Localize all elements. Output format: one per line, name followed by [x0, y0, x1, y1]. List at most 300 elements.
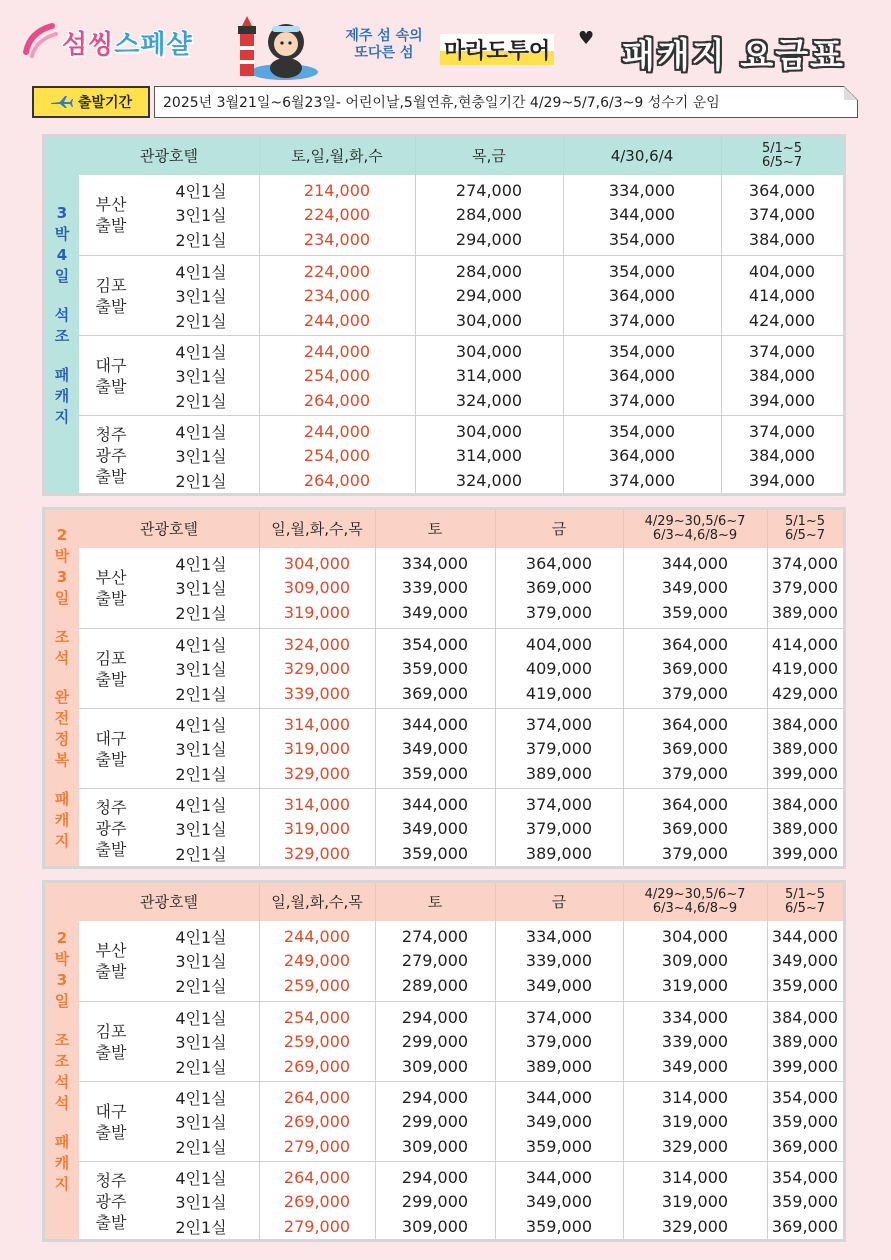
price-cell: 264,000 [283, 1087, 351, 1107]
price-cell: 374,000 [608, 310, 676, 330]
price-cell: 314,000 [661, 1167, 729, 1187]
package-name-char: 조 [54, 326, 70, 345]
package-name-char: 캐 [54, 386, 70, 405]
price-cell: 384,000 [771, 1007, 839, 1027]
price-cell: 384,000 [771, 794, 839, 814]
price-cell: 374,000 [748, 421, 816, 441]
price-cell: 279,000 [283, 1136, 351, 1156]
price-cell: 309,000 [283, 578, 351, 598]
header-hotel-type: 관광호텔 [140, 520, 198, 538]
table-row [79, 1030, 843, 1055]
departure-city-block [79, 548, 843, 628]
price-cell: 349,000 [401, 739, 469, 759]
room-type-cell: 4인1실 [175, 635, 227, 655]
departure-city-block [79, 1001, 843, 1081]
price-cell: 384,000 [771, 714, 839, 734]
room-type-cell: 3인1실 [175, 287, 227, 307]
price-cell: 249,000 [283, 951, 351, 971]
package-name-char: 복 [54, 750, 70, 769]
package-name-char: 3 [56, 203, 68, 222]
price-cell: 369,000 [771, 1136, 839, 1156]
price-cell: 429,000 [771, 683, 839, 703]
room-type-cell: 4인1실 [175, 1088, 227, 1108]
table-row [79, 1214, 843, 1239]
price-cell: 344,000 [608, 205, 676, 225]
price-cell: 359,000 [661, 602, 729, 622]
price-cell: 389,000 [525, 1056, 593, 1076]
price-cell: 304,000 [283, 553, 351, 573]
price-cell: 304,000 [455, 421, 523, 441]
table-row [79, 364, 843, 389]
price-cell: 284,000 [455, 205, 523, 225]
room-type-cell: 3인1실 [175, 1113, 227, 1133]
header-period: 일,월,화,수,목 [271, 520, 363, 538]
table-row [79, 551, 843, 576]
departure-city-label: 청주 광주 출발 [95, 425, 127, 486]
price-cell: 389,000 [525, 843, 593, 863]
price-cell: 279,000 [401, 951, 469, 971]
price-cell: 319,000 [661, 975, 729, 995]
room-type-cell: 2인1실 [175, 684, 227, 704]
table-row [79, 761, 843, 786]
price-cell: 269,000 [283, 1056, 351, 1076]
price-cell: 339,000 [283, 683, 351, 703]
price-cell: 379,000 [661, 683, 729, 703]
table-row [79, 339, 843, 364]
price-cell: 364,000 [608, 366, 676, 386]
price-cell: 329,000 [661, 1136, 729, 1156]
table-row [79, 1054, 843, 1079]
departure-period-text: 2025년 3월21일~6월23일- 어린이날,5월연휴,현충일기간 4/29~5/7,6/3~9 성수기 운임 [154, 86, 858, 118]
table-row [79, 468, 843, 493]
price-cell: 374,000 [771, 553, 839, 573]
table-row [79, 1190, 843, 1215]
package-name-char: 일 [54, 588, 70, 607]
room-type-cell: 4인1실 [175, 1008, 227, 1028]
departure-city-label: 대구 출발 [95, 1101, 127, 1142]
price-cell: 234,000 [303, 286, 371, 306]
price-cell: 394,000 [748, 470, 816, 490]
room-type-cell: 2인1실 [175, 471, 227, 491]
price-cell: 374,000 [608, 470, 676, 490]
room-type-cell: 2인1실 [175, 1137, 227, 1157]
tour-name: 마라도투어 [440, 34, 554, 65]
package-name-char: 박 [54, 949, 70, 968]
price-cell: 309,000 [401, 1216, 469, 1236]
price-cell: 409,000 [525, 659, 593, 679]
price-cell: 344,000 [401, 794, 469, 814]
price-cell: 399,000 [771, 763, 839, 783]
price-cell: 399,000 [771, 1056, 839, 1076]
price-cell: 309,000 [401, 1056, 469, 1076]
price-cell: 349,000 [525, 1112, 593, 1132]
table-row [79, 841, 843, 866]
swoosh-logo-icon [22, 22, 62, 62]
price-cell: 344,000 [771, 926, 839, 946]
room-type-cell: 4인1실 [175, 181, 227, 201]
price-cell: 244,000 [283, 926, 351, 946]
price-cell: 379,000 [525, 819, 593, 839]
price-cell: 304,000 [455, 341, 523, 361]
price-cell: 294,000 [401, 1087, 469, 1107]
package-name-char: 박 [54, 546, 70, 565]
header-period: 금 [551, 893, 567, 911]
price-cell: 364,000 [608, 286, 676, 306]
price-cell: 314,000 [455, 366, 523, 386]
price-cell: 279,000 [283, 1216, 351, 1236]
price-cell: 329,000 [283, 659, 351, 679]
room-type-cell: 2인1실 [175, 391, 227, 411]
price-cell: 314,000 [283, 714, 351, 734]
price-cell: 309,000 [661, 951, 729, 971]
table-row [79, 737, 843, 762]
room-type-cell: 4인1실 [175, 1168, 227, 1188]
table-row [79, 1085, 843, 1110]
package-name-char: 석 [54, 1093, 70, 1112]
package-name-char: 전 [54, 708, 70, 727]
price-cell: 374,000 [608, 390, 676, 410]
price-cell: 319,000 [283, 819, 351, 839]
departure-city-label: 대구 출발 [95, 728, 127, 769]
header-period: 토 [427, 893, 443, 911]
price-cell: 389,000 [525, 763, 593, 783]
price-cell: 369,000 [661, 819, 729, 839]
price-cell: 344,000 [661, 553, 729, 573]
header-period: 금 [551, 520, 567, 538]
room-type-cell: 2인1실 [175, 603, 227, 623]
price-cell: 379,000 [525, 1032, 593, 1052]
price-cell: 304,000 [661, 926, 729, 946]
departure-city-block [79, 175, 843, 255]
room-type-cell: 2인1실 [175, 1057, 227, 1077]
package-name-char: 지 [54, 831, 70, 850]
price-cell: 354,000 [608, 421, 676, 441]
price-cell: 419,000 [771, 659, 839, 679]
header-period: 4/29~30,5/6~7 6/3~4,6/8~9 [644, 514, 746, 543]
header-period: 5/1~5 6/5~7 [784, 887, 826, 916]
table-row [79, 284, 843, 309]
room-type-cell: 4인1실 [175, 342, 227, 362]
table-row [79, 388, 843, 413]
package-name-char: 석 [54, 648, 70, 667]
price-cell: 374,000 [525, 794, 593, 814]
departure-city-label: 부산 출발 [95, 941, 127, 981]
table-row [79, 817, 843, 842]
table-row [79, 1005, 843, 1030]
header-period: 토,일,월,화,수 [291, 147, 383, 165]
room-type-cell: 2인1실 [175, 764, 227, 784]
price-cell: 319,000 [661, 1192, 729, 1212]
price-cell: 269,000 [283, 1192, 351, 1212]
price-cell: 379,000 [661, 763, 729, 783]
price-cell: 384,000 [748, 229, 816, 249]
price-cell: 224,000 [303, 205, 371, 225]
price-cell: 334,000 [608, 180, 676, 200]
price-cell: 319,000 [283, 739, 351, 759]
price-cell: 354,000 [771, 1087, 839, 1107]
price-cell: 349,000 [771, 951, 839, 971]
room-type-cell: 3인1실 [175, 367, 227, 387]
departure-city-block [79, 921, 843, 1001]
price-cell: 414,000 [748, 286, 816, 306]
package-name-char: 완 [54, 687, 70, 706]
table-row [79, 259, 843, 284]
price-cell: 264,000 [303, 390, 371, 410]
departure-city-label: 대구 출발 [95, 355, 127, 396]
price-cell: 374,000 [525, 714, 593, 734]
price-cell: 374,000 [525, 1007, 593, 1027]
table-row [79, 227, 843, 252]
room-type-cell: 4인1실 [175, 795, 227, 815]
package-name-char: 지 [54, 407, 70, 426]
price-cell: 314,000 [661, 1087, 729, 1107]
fare-grid [79, 510, 843, 866]
room-type-cell: 3인1실 [175, 447, 227, 467]
package-name-char: 정 [54, 729, 70, 748]
price-cell: 259,000 [283, 1032, 351, 1052]
price-cell: 359,000 [401, 659, 469, 679]
table-row [79, 576, 843, 601]
package-name-char: 조 [54, 627, 70, 646]
price-cell: 354,000 [401, 634, 469, 654]
price-cell: 414,000 [771, 634, 839, 654]
price-cell: 244,000 [303, 310, 371, 330]
room-type-cell: 3인1실 [175, 1033, 227, 1053]
price-cell: 259,000 [283, 975, 351, 995]
room-type-cell: 4인1실 [175, 262, 227, 282]
table-row [79, 178, 843, 203]
tagline: 제주 섬 속의 또다른 섬 [345, 28, 423, 61]
room-type-cell: 4인1실 [175, 927, 227, 947]
departure-city-label: 김포 출발 [95, 648, 127, 689]
price-cell: 384,000 [748, 446, 816, 466]
price-cell: 319,000 [283, 602, 351, 622]
price-cell: 334,000 [401, 553, 469, 573]
departure-city-block [79, 708, 843, 788]
page-fold-icon [844, 86, 858, 100]
departure-city-block [79, 788, 843, 868]
price-cell: 214,000 [303, 180, 371, 200]
header-period: 4/30,6/4 [610, 147, 674, 165]
room-type-cell: 3인1실 [175, 206, 227, 226]
price-cell: 339,000 [661, 1032, 729, 1052]
header-hotel-type: 관광호텔 [140, 893, 198, 911]
price-cell: 369,000 [525, 578, 593, 598]
fare-table-1 [42, 134, 846, 496]
header-period: 5/1~5 6/5~7 [784, 514, 826, 543]
lighthouse-mascot-icon [228, 12, 320, 82]
package-name-char: 2 [56, 928, 68, 947]
package-name-char: 박 [54, 224, 70, 243]
table-row [79, 712, 843, 737]
price-cell: 294,000 [401, 1007, 469, 1027]
price-cell: 254,000 [303, 366, 371, 386]
price-cell: 389,000 [771, 1032, 839, 1052]
price-cell: 389,000 [771, 602, 839, 622]
table-row [79, 1134, 843, 1159]
package-name-char: 석 [54, 1072, 70, 1091]
departure-period-bar [32, 86, 858, 118]
price-cell: 334,000 [525, 926, 593, 946]
departure-city-block [79, 335, 843, 415]
price-cell: 354,000 [608, 229, 676, 249]
package-name-char: 조 [54, 1030, 70, 1049]
price-cell: 404,000 [525, 634, 593, 654]
room-type-cell: 4인1실 [175, 554, 227, 574]
price-cell: 399,000 [771, 843, 839, 863]
price-cell: 264,000 [283, 1167, 351, 1187]
departure-city-label: 청주 광주 출발 [95, 798, 127, 859]
price-cell: 299,000 [401, 1112, 469, 1132]
room-type-cell: 3인1실 [175, 820, 227, 840]
price-cell: 309,000 [401, 1136, 469, 1156]
price-cell: 369,000 [661, 659, 729, 679]
table-row [79, 949, 843, 974]
price-cell: 324,000 [283, 634, 351, 654]
price-cell: 294,000 [401, 1167, 469, 1187]
table-row [79, 657, 843, 682]
price-cell: 339,000 [401, 578, 469, 598]
departure-city-block [79, 1081, 843, 1161]
header-hotel-type: 관광호텔 [140, 147, 198, 165]
price-cell: 359,000 [771, 1112, 839, 1132]
price-cell: 369,000 [771, 1216, 839, 1236]
price-cell: 389,000 [771, 739, 839, 759]
table-row [79, 1165, 843, 1190]
brand-logo: 섬씽스페샬 [62, 30, 193, 60]
price-cell: 374,000 [748, 341, 816, 361]
room-type-cell: 3인1실 [175, 952, 227, 972]
price-cell: 384,000 [748, 366, 816, 386]
price-cell: 349,000 [401, 819, 469, 839]
price-cell: 364,000 [661, 634, 729, 654]
price-cell: 404,000 [748, 261, 816, 281]
page-header [0, 0, 891, 84]
price-cell: 364,000 [608, 446, 676, 466]
price-cell: 379,000 [525, 739, 593, 759]
package-name-vertical [45, 883, 79, 1239]
price-cell: 364,000 [525, 553, 593, 573]
room-type-cell: 2인1실 [175, 230, 227, 250]
price-cell: 244,000 [303, 341, 371, 361]
package-name-char: 4 [56, 245, 68, 264]
page-title: 패캐지 요금표 [622, 36, 845, 76]
table-row [79, 203, 843, 228]
price-cell: 294,000 [455, 229, 523, 249]
package-name-vertical [45, 510, 79, 866]
package-name-char: 일 [54, 266, 70, 285]
price-cell: 359,000 [771, 975, 839, 995]
departure-city-block [79, 415, 843, 495]
price-cell: 349,000 [525, 1192, 593, 1212]
departure-city-label: 김포 출발 [95, 1021, 127, 1062]
room-type-cell: 3인1실 [175, 1193, 227, 1213]
heart-icon: ♥ [578, 28, 595, 49]
airplane-icon [50, 95, 74, 109]
price-cell: 349,000 [525, 975, 593, 995]
package-name-char: 일 [54, 991, 70, 1010]
price-cell: 299,000 [401, 1192, 469, 1212]
price-cell: 299,000 [401, 1032, 469, 1052]
price-cell: 329,000 [283, 763, 351, 783]
table-header-row [79, 137, 843, 175]
room-type-cell: 2인1실 [175, 976, 227, 996]
departure-city-block [79, 628, 843, 708]
price-cell: 234,000 [303, 229, 371, 249]
price-cell: 289,000 [401, 975, 469, 995]
package-name-char: 2 [56, 525, 68, 544]
header-period: 일,월,화,수,목 [271, 893, 363, 911]
room-type-cell: 2인1실 [175, 1217, 227, 1237]
price-cell: 359,000 [525, 1216, 593, 1236]
price-cell: 354,000 [608, 261, 676, 281]
price-cell: 329,000 [661, 1216, 729, 1236]
price-cell: 419,000 [525, 683, 593, 703]
fare-table-3 [42, 880, 846, 1242]
package-name-vertical [45, 137, 79, 493]
table-row [79, 632, 843, 657]
package-name-char: 지 [54, 1174, 70, 1193]
price-cell: 339,000 [525, 951, 593, 971]
table-header-row [79, 510, 843, 548]
package-name-char: 3 [56, 567, 68, 586]
price-cell: 359,000 [525, 1136, 593, 1156]
price-cell: 364,000 [748, 180, 816, 200]
price-cell: 254,000 [303, 446, 371, 466]
price-cell: 394,000 [748, 390, 816, 410]
package-name-char: 3 [56, 970, 68, 989]
price-cell: 344,000 [401, 714, 469, 734]
departure-city-block [79, 255, 843, 335]
header-period: 5/1~5 6/5~7 [761, 141, 803, 170]
price-cell: 314,000 [455, 446, 523, 466]
room-type-cell: 3인1실 [175, 579, 227, 599]
price-cell: 379,000 [661, 843, 729, 863]
price-cell: 274,000 [401, 926, 469, 946]
price-cell: 379,000 [525, 602, 593, 622]
price-cell: 359,000 [771, 1192, 839, 1212]
table-row [79, 681, 843, 706]
table-row [79, 792, 843, 817]
price-cell: 254,000 [283, 1007, 351, 1027]
table-header-row [79, 883, 843, 921]
room-type-cell: 4인1실 [175, 715, 227, 735]
price-cell: 379,000 [771, 578, 839, 598]
departure-city-label: 부산 출발 [95, 195, 127, 235]
price-cell: 369,000 [661, 739, 729, 759]
fare-table-2 [42, 507, 846, 869]
price-cell: 244,000 [303, 421, 371, 441]
price-cell: 349,000 [401, 602, 469, 622]
price-cell: 269,000 [283, 1112, 351, 1132]
price-cell: 224,000 [303, 261, 371, 281]
fare-grid [79, 137, 843, 493]
package-name-char: 조 [54, 1051, 70, 1070]
package-name-char: 패 [54, 789, 70, 808]
package-name-char: 패 [54, 365, 70, 384]
price-cell: 354,000 [771, 1167, 839, 1187]
table-row [79, 1110, 843, 1135]
departure-city-label: 김포 출발 [95, 275, 127, 316]
price-cell: 329,000 [283, 843, 351, 863]
price-cell: 374,000 [748, 205, 816, 225]
price-cell: 354,000 [608, 341, 676, 361]
price-cell: 344,000 [525, 1167, 593, 1187]
room-type-cell: 3인1실 [175, 660, 227, 680]
table-row [79, 444, 843, 469]
room-type-cell: 4인1실 [175, 422, 227, 442]
departure-city-label: 청주 광주 출발 [95, 1171, 127, 1232]
